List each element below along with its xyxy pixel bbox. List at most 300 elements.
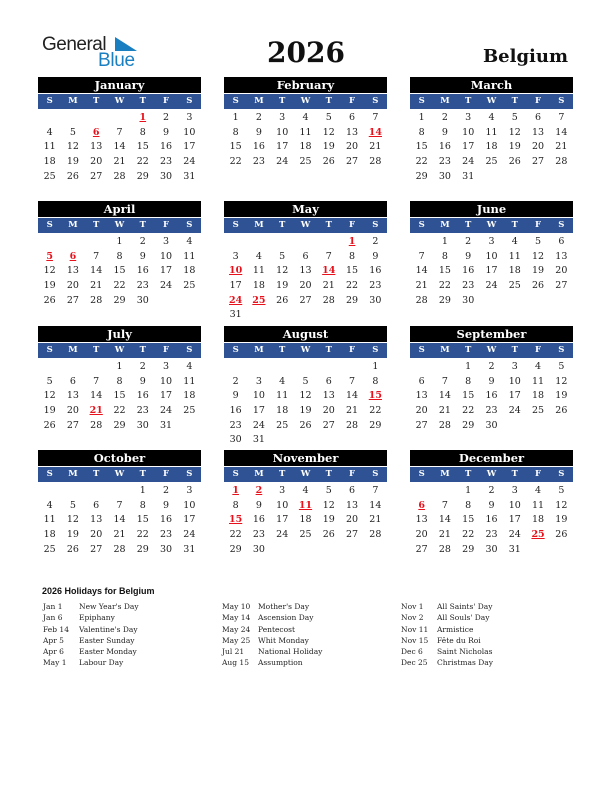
day-cell: 16 [136,265,149,277]
day-grid [410,484,573,557]
day-cell: 28 [113,543,126,555]
day-cell: 4 [535,361,542,372]
day-cell: 7 [93,375,100,387]
holiday-day-cell: 14 [368,126,382,138]
weekday-label: T [465,345,472,355]
day-cell: 1 [465,361,472,372]
weekday-label: F [163,469,170,479]
day-cell: 12 [43,390,56,402]
holiday-name: All Souls' Day [437,613,490,623]
weekday-label: W [486,345,497,355]
day-cell: 2 [488,485,495,496]
day-cell: 23 [252,156,265,168]
day-cell: 20 [532,141,545,153]
day-cell: 20 [415,405,428,417]
day-cell: 19 [43,405,56,417]
day-cell: 17 [485,265,498,277]
weekday-label: S [372,345,379,355]
day-cell: 24 [508,405,521,417]
day-cell: 2 [441,112,448,123]
holiday-row [222,601,322,612]
day-cell: 21 [113,156,126,168]
weekday-label: S [186,96,193,106]
day-grid [38,235,201,308]
day-cell: 5 [325,485,332,496]
day-cell: 21 [322,280,335,292]
day-cell: 9 [139,250,146,262]
day-cell: 30 [485,543,498,555]
weekday-label: T [93,469,100,479]
day-cell: 21 [415,280,428,292]
weekday-label: T [465,220,472,230]
day-cell: 29 [462,543,475,555]
day-cell: 15 [136,514,149,526]
empty-cell [108,484,131,499]
weekday-header [224,467,387,482]
weekday-label: W [114,345,125,355]
empty-cell [317,360,340,375]
weekday-label: S [46,96,53,106]
weekday-label: S [558,345,565,355]
day-cell: 17 [229,280,242,292]
weekday-label: S [186,345,193,355]
day-cell: 7 [93,250,100,262]
day-grid [38,360,201,433]
weekday-label: M [68,220,78,230]
weekday-label: S [186,220,193,230]
day-cell: 10 [160,250,173,262]
holiday-day-cell: 1 [232,485,239,496]
day-cell: 5 [279,250,286,262]
holiday-row [43,646,139,657]
day-cell: 10 [252,390,265,402]
holiday-date: Dec 25 [401,658,428,668]
month-title: March [410,77,573,93]
day-cell: 15 [346,265,359,277]
day-cell: 22 [113,280,126,292]
day-cell: 22 [113,405,126,417]
holiday-day-cell: 2 [255,485,263,496]
empty-cell [271,235,294,250]
holiday-name: New Year's Day [79,602,139,611]
empty-cell [433,484,456,499]
weekday-label: S [558,220,565,230]
empty-cell [108,111,131,126]
day-cell: 4 [535,485,542,496]
day-cell: 20 [346,514,359,526]
holiday-name: Christmas Day [437,658,493,668]
day-cell: 15 [136,141,149,153]
weekday-label: F [163,345,170,355]
day-cell: 25 [508,280,521,292]
day-cell: 4 [279,375,286,387]
day-cell: 25 [532,405,545,417]
weekday-label: S [558,96,565,106]
weekday-label: S [232,96,239,106]
day-cell: 19 [508,141,521,153]
day-cell: 21 [369,141,382,153]
day-cell: 29 [346,294,359,306]
day-cell: 18 [508,265,521,277]
day-cell: 10 [160,375,173,387]
month-january [38,77,201,184]
day-cell: 1 [418,112,425,123]
day-cell: 23 [136,405,149,417]
day-cell: 20 [346,141,359,153]
holidays-column [401,601,493,669]
day-cell: 28 [90,419,103,431]
day-cell: 14 [90,390,103,402]
weekday-label: M [254,469,264,479]
day-cell: 5 [46,375,53,387]
weekday-label: T [325,345,332,355]
day-cell: 12 [322,499,335,511]
month-october [38,450,201,557]
day-cell: 2 [139,361,146,372]
day-cell: 15 [415,141,428,153]
day-cell: 29 [415,170,428,182]
day-cell: 8 [441,250,448,262]
day-cell: 12 [508,126,521,138]
day-cell: 1 [116,236,123,247]
weekday-label: S [46,345,53,355]
day-cell: 16 [462,265,475,277]
day-cell: 22 [415,156,428,168]
weekday-label: S [46,220,53,230]
day-cell: 23 [160,529,173,541]
weekday-label: M [254,345,264,355]
day-cell: 14 [113,141,126,153]
day-cell: 17 [276,514,289,526]
day-cell: 14 [438,390,451,402]
day-cell: 12 [555,499,568,511]
day-cell: 5 [535,236,542,247]
day-cell: 18 [252,280,265,292]
day-cell: 27 [66,294,79,306]
day-cell: 27 [322,419,335,431]
month-title: February [224,77,387,93]
day-cell: 21 [346,405,359,417]
day-grid [224,235,387,323]
day-cell: 18 [276,405,289,417]
day-cell: 31 [229,309,242,321]
weekday-label: S [418,345,425,355]
day-cell: 3 [511,361,518,372]
day-cell: 20 [90,529,103,541]
holiday-date: May 14 [222,613,251,623]
day-grid [38,484,201,557]
day-cell: 1 [465,485,472,496]
weekday-label: T [139,469,146,479]
day-cell: 19 [555,514,568,526]
day-cell: 26 [532,280,545,292]
day-cell: 11 [532,499,545,511]
day-cell: 30 [485,419,498,431]
day-cell: 24 [183,529,196,541]
day-cell: 2 [139,236,146,247]
day-cell: 16 [229,405,242,417]
weekday-label: T [325,96,332,106]
day-cell: 4 [302,112,309,123]
holiday-row [222,657,322,668]
weekday-label: S [418,96,425,106]
day-cell: 16 [136,390,149,402]
weekday-label: S [186,469,193,479]
day-grid [224,111,387,170]
day-cell: 14 [113,514,126,526]
day-cell: 10 [276,126,289,138]
day-cell: 9 [139,375,146,387]
weekday-label: S [558,469,565,479]
day-cell: 7 [418,250,425,262]
month-title: November [224,450,387,466]
day-cell: 23 [462,280,475,292]
day-cell: 19 [532,265,545,277]
day-cell: 18 [183,390,196,402]
weekday-label: W [300,345,311,355]
day-cell: 24 [183,156,196,168]
day-cell: 31 [252,434,265,446]
day-cell: 7 [441,375,448,387]
day-cell: 13 [66,265,79,277]
weekday-label: W [114,96,125,106]
day-cell: 19 [276,280,289,292]
day-cell: 6 [93,499,100,511]
holiday-date: Nov 11 [401,624,429,634]
holiday-day-cell: 6 [92,126,100,138]
day-cell: 11 [299,126,312,138]
day-cell: 12 [322,126,335,138]
day-cell: 19 [66,529,79,541]
holiday-day-cell: 11 [298,499,313,511]
weekday-label: S [372,469,379,479]
day-cell: 18 [299,141,312,153]
holiday-name: Saint Nicholas [437,647,493,657]
empty-cell [38,484,61,499]
day-cell: 31 [183,170,196,182]
empty-cell [85,111,108,126]
holiday-name: Armistice [437,624,474,634]
day-cell: 30 [369,294,382,306]
day-cell: 22 [438,280,451,292]
weekday-label: W [114,469,125,479]
day-cell: 19 [299,405,312,417]
weekday-label: T [279,96,286,106]
weekday-label: T [511,345,518,355]
holiday-date: May 24 [222,624,251,634]
day-cell: 26 [66,543,79,555]
day-grid [224,360,387,448]
day-cell: 30 [160,543,173,555]
day-cell: 25 [299,529,312,541]
day-cell: 28 [438,543,451,555]
weekday-label: T [139,220,146,230]
holiday-row [222,612,322,623]
day-cell: 26 [43,294,56,306]
day-cell: 25 [43,170,56,182]
day-cell: 28 [369,529,382,541]
day-cell: 9 [255,126,262,138]
empty-cell [224,360,247,375]
holiday-name: Easter Sunday [79,635,135,645]
empty-cell [61,111,84,126]
holiday-date: May 10 [222,602,251,611]
holiday-date: Feb 14 [43,624,69,634]
holidays-column [43,601,139,669]
day-cell: 18 [299,514,312,526]
empty-cell [410,484,433,499]
holiday-name: Valentine's Day [79,624,138,634]
page-title-year: 2026 [267,36,345,69]
weekday-label: M [440,220,450,230]
day-cell: 30 [136,419,149,431]
holiday-day-cell: 24 [229,294,243,306]
day-cell: 11 [508,250,521,262]
day-cell: 1 [441,236,448,247]
month-title: January [38,77,201,93]
day-cell: 20 [415,529,428,541]
holiday-day-cell: 21 [89,405,103,417]
day-cell: 23 [160,156,173,168]
day-cell: 24 [276,529,289,541]
day-cell: 16 [485,390,498,402]
holiday-name: Labour Day [79,658,124,668]
weekday-label: F [163,96,170,106]
weekday-label: F [535,220,542,230]
weekday-label: T [279,220,286,230]
weekday-label: S [46,469,53,479]
empty-cell [433,360,456,375]
day-cell: 19 [322,514,335,526]
day-cell: 11 [183,375,196,387]
day-cell: 28 [322,294,335,306]
day-cell: 6 [535,112,542,123]
day-cell: 17 [160,265,173,277]
day-cell: 9 [255,499,262,511]
weekday-label: W [486,96,497,106]
day-cell: 26 [43,419,56,431]
month-december [410,450,573,557]
day-cell: 7 [116,126,123,138]
weekday-label: T [511,96,518,106]
empty-cell [247,235,270,250]
day-cell: 29 [438,294,451,306]
day-cell: 13 [90,141,103,153]
day-cell: 13 [90,514,103,526]
day-cell: 9 [441,126,448,138]
day-cell: 17 [508,514,521,526]
holiday-date: Aug 15 [222,658,249,668]
day-cell: 13 [555,250,568,262]
day-cell: 28 [90,294,103,306]
weekday-label: F [349,469,356,479]
weekday-label: M [440,345,450,355]
day-cell: 20 [299,280,312,292]
day-cell: 31 [183,543,196,555]
day-cell: 26 [555,529,568,541]
day-cell: 3 [232,250,239,262]
day-cell: 11 [183,250,196,262]
day-grid [38,111,201,184]
day-cell: 30 [462,294,475,306]
day-cell: 31 [508,543,521,555]
weekday-label: T [93,345,100,355]
day-cell: 8 [418,126,425,138]
day-cell: 27 [415,419,428,431]
day-cell: 8 [465,499,472,511]
day-cell: 26 [66,170,79,182]
month-august [224,326,387,448]
day-cell: 27 [555,280,568,292]
day-cell: 17 [276,141,289,153]
day-cell: 12 [43,265,56,277]
day-cell: 18 [183,265,196,277]
day-cell: 9 [488,499,495,511]
day-cell: 14 [369,499,382,511]
holiday-row [43,612,139,623]
day-cell: 26 [508,156,521,168]
day-cell: 25 [183,405,196,417]
month-title: April [38,201,201,217]
month-title: December [410,450,573,466]
weekday-label: M [254,220,264,230]
holiday-date: Jan 1 [43,602,63,611]
holiday-name: National Holiday [258,647,323,657]
day-cell: 8 [349,250,356,262]
weekday-label: T [325,469,332,479]
holiday-name: Easter Monday [79,647,137,657]
holiday-name: Whit Monday [258,635,309,645]
holiday-date: May 25 [222,635,251,645]
day-cell: 18 [43,156,56,168]
weekday-label: F [349,220,356,230]
holiday-name: Ascension Day [258,613,314,623]
empty-cell [317,235,340,250]
empty-cell [340,360,363,375]
day-cell: 6 [349,485,356,496]
day-cell: 21 [555,141,568,153]
day-cell: 7 [372,112,379,123]
day-cell: 22 [136,156,149,168]
weekday-header [38,343,201,358]
day-cell: 1 [372,361,379,372]
day-cell: 26 [322,529,335,541]
weekday-header [410,467,573,482]
day-cell: 21 [438,529,451,541]
day-cell: 15 [113,265,126,277]
day-cell: 17 [183,514,196,526]
day-cell: 6 [349,112,356,123]
day-cell: 15 [438,265,451,277]
weekday-label: F [535,345,542,355]
day-cell: 23 [485,405,498,417]
day-cell: 6 [302,250,309,262]
holiday-row [43,657,139,668]
weekday-header [38,218,201,233]
day-cell: 2 [372,236,379,247]
weekday-label: S [418,220,425,230]
day-cell: 30 [160,170,173,182]
holiday-date: May 1 [43,658,67,668]
weekday-header [38,94,201,109]
weekday-label: S [372,96,379,106]
day-cell: 15 [462,514,475,526]
weekday-label: W [486,469,497,479]
day-cell: 27 [346,156,359,168]
day-cell: 13 [346,126,359,138]
day-cell: 31 [462,170,475,182]
day-cell: 9 [465,250,472,262]
